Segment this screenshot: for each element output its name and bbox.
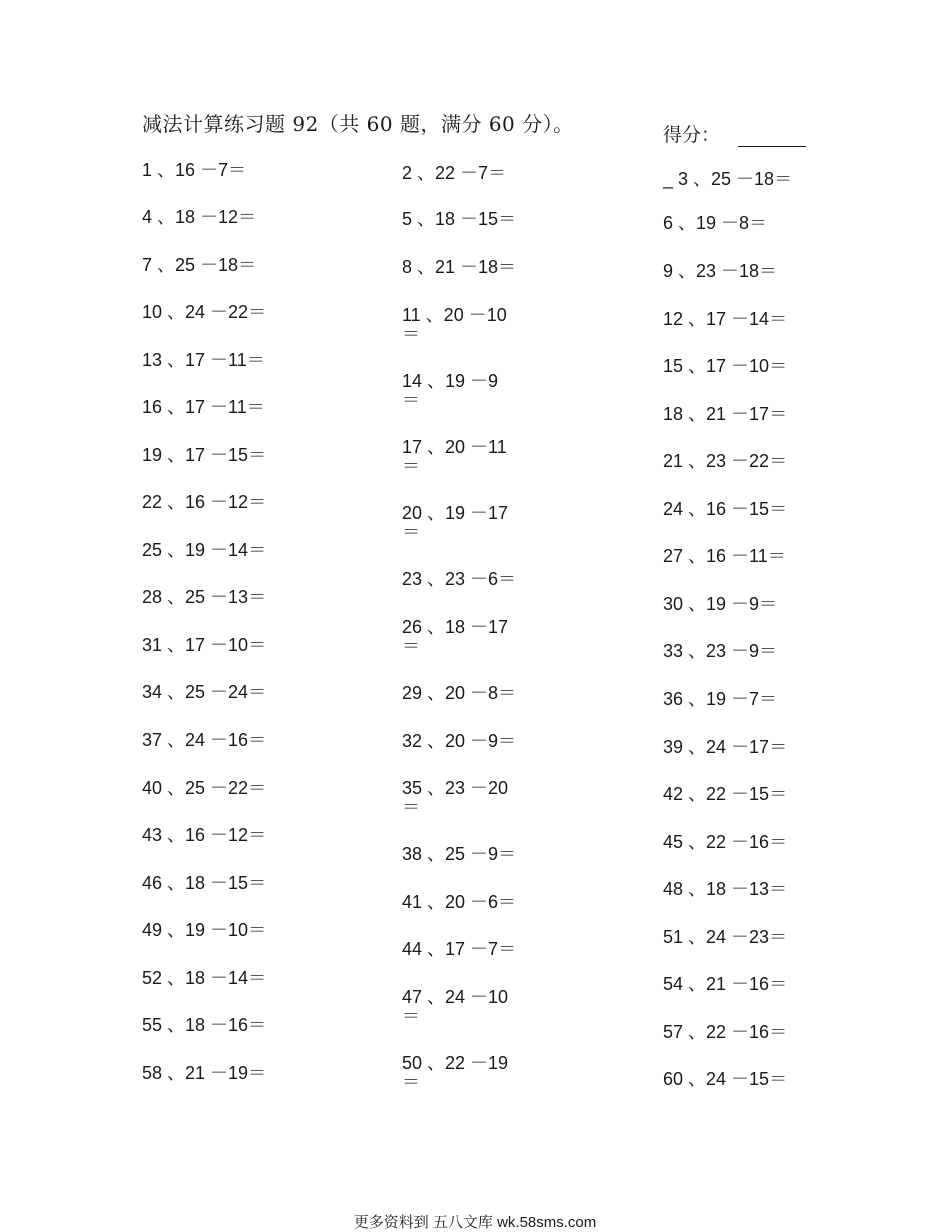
problem-item xyxy=(663,1070,787,1088)
problem-text: 45 、22 －16＝ xyxy=(663,832,788,852)
problem-text: 36 、19 －7＝ xyxy=(663,689,778,709)
problem-item xyxy=(142,636,266,654)
problem-item xyxy=(663,547,786,565)
problem-item xyxy=(142,351,265,369)
problem-text: 25 、19 －14＝ xyxy=(142,540,267,560)
problem-text: 17 、20 －11 xyxy=(402,437,507,457)
problem-text: 40 、25 －22＝ xyxy=(142,778,267,798)
problem-text: 26 、18 －17 xyxy=(402,617,509,637)
problem-item xyxy=(663,928,787,946)
problem-text: 8 、21 －18＝ xyxy=(402,257,517,277)
problem-item xyxy=(663,500,787,518)
problem-item xyxy=(663,357,787,375)
score-label: 得分： xyxy=(663,124,721,146)
problem-item xyxy=(142,398,265,416)
problem-item xyxy=(663,690,777,708)
problem-equals-wrapped: ＝ xyxy=(402,636,420,656)
problem-text: 18 、21 －17＝ xyxy=(663,404,788,424)
problem-text: 46 、18 －15＝ xyxy=(142,873,267,893)
problem-text: 28 、25 －13＝ xyxy=(142,587,267,607)
problem-text: 31 、17 －10＝ xyxy=(142,635,267,655)
problem-text: 55 、18 －16＝ xyxy=(142,1015,267,1035)
problem-item xyxy=(402,732,516,750)
problem-item xyxy=(663,738,787,756)
problem-text: 9 、23 －18＝ xyxy=(663,261,778,281)
problem-item xyxy=(663,405,787,423)
problem-item xyxy=(663,310,787,328)
problem-item xyxy=(142,493,266,511)
problem-text: 27 、16 －11＝ xyxy=(663,546,786,566)
problem-item xyxy=(142,826,266,844)
problem-text: 47 、24 －10 xyxy=(402,987,509,1007)
problem-text: 23 、23 －6＝ xyxy=(402,569,517,589)
problem-text: 6 、19 －8＝ xyxy=(663,213,768,233)
problem-text: 51 、24 －23＝ xyxy=(663,927,788,947)
problem-item xyxy=(663,452,787,470)
problem-equals-wrapped: ＝ xyxy=(402,522,420,542)
problem-text: 2 、22 －7＝ xyxy=(402,163,507,183)
problem-text: 41 、20 －6＝ xyxy=(402,892,517,912)
problem-text: 35 、23 －20 xyxy=(402,778,509,798)
problem-item xyxy=(142,541,266,559)
problem-item xyxy=(663,642,777,660)
problem-item xyxy=(142,161,246,179)
problem-item xyxy=(142,208,256,226)
problem-equals-wrapped: ＝ xyxy=(402,324,420,344)
problem-text: 58 、21 －19＝ xyxy=(142,1063,267,1083)
problem-text: 15 、17 －10＝ xyxy=(663,356,788,376)
problem-item xyxy=(402,893,516,911)
problem-text: _ 3 、25 －18＝ xyxy=(663,169,793,189)
problem-item xyxy=(402,504,508,541)
problem-item xyxy=(663,170,792,188)
problem-item xyxy=(402,372,498,409)
problem-item xyxy=(142,446,266,464)
problem-item xyxy=(663,975,787,993)
problem-item xyxy=(663,785,787,803)
problem-item xyxy=(663,214,767,232)
problem-text: 54 、21 －16＝ xyxy=(663,974,788,994)
problem-item xyxy=(402,940,516,958)
problem-text: 37 、24 －16＝ xyxy=(142,730,267,750)
problem-text: 11 、20 －10 xyxy=(402,305,507,325)
problem-item xyxy=(402,684,516,702)
footer-watermark: 更多资料到 五八文库 wk.58sms.com xyxy=(353,1214,597,1231)
problem-text: 49 、19 －10＝ xyxy=(142,920,267,940)
problem-item xyxy=(402,258,516,276)
problem-text: 1 、16 －7＝ xyxy=(142,160,247,180)
problem-text: 50 、22 －19 xyxy=(402,1053,509,1073)
problem-item xyxy=(142,1016,266,1034)
problem-text: 30 、19 －9＝ xyxy=(663,594,778,614)
problem-text: 4 、18 －12＝ xyxy=(142,207,257,227)
problem-text: 52 、18 －14＝ xyxy=(142,968,267,988)
problem-equals-wrapped: ＝ xyxy=(402,1072,420,1092)
problem-item xyxy=(402,438,507,475)
problem-item xyxy=(402,210,516,228)
problem-item xyxy=(402,164,506,182)
problem-item xyxy=(663,880,787,898)
problem-text: 10 、24 －22＝ xyxy=(142,302,267,322)
problem-text: 20 、19 －17 xyxy=(402,503,509,523)
problem-item xyxy=(142,969,266,987)
score-blank-line xyxy=(738,126,806,147)
problem-text: 34 、25 －24＝ xyxy=(142,682,267,702)
problem-text: 60 、24 －15＝ xyxy=(663,1069,788,1089)
score-field xyxy=(663,120,806,147)
problem-text: 33 、23 －9＝ xyxy=(663,641,778,661)
problem-text: 38 、25 －9＝ xyxy=(402,844,517,864)
problem-item xyxy=(142,303,266,321)
problem-equals-wrapped: ＝ xyxy=(402,456,420,476)
problem-text: 48 、18 －13＝ xyxy=(663,879,788,899)
problem-item xyxy=(402,306,507,343)
problem-item xyxy=(142,874,266,892)
problem-item xyxy=(402,988,508,1025)
problem-item xyxy=(402,1054,508,1091)
problem-text: 22 、16 －12＝ xyxy=(142,492,267,512)
problem-text: 16 、17 －11＝ xyxy=(142,397,265,417)
problem-text: 57 、22 －16＝ xyxy=(663,1022,788,1042)
problem-item xyxy=(663,262,777,280)
problem-item xyxy=(402,618,508,655)
problem-text: 44 、17 －7＝ xyxy=(402,939,517,959)
problem-text: 29 、20 －8＝ xyxy=(402,683,517,703)
problem-text: 19 、17 －15＝ xyxy=(142,445,267,465)
problem-text: 7 、25 －18＝ xyxy=(142,255,257,275)
problem-text: 14 、19 －9 xyxy=(402,371,499,391)
problem-item xyxy=(142,1064,266,1082)
problem-text: 32 、20 －9＝ xyxy=(402,731,517,751)
problem-item xyxy=(663,833,787,851)
problem-text: 21 、23 －22＝ xyxy=(663,451,788,471)
problem-text: 5 、18 －15＝ xyxy=(402,209,517,229)
problem-equals-wrapped: ＝ xyxy=(402,390,420,410)
problem-item xyxy=(402,570,516,588)
problem-item xyxy=(142,731,266,749)
problem-equals-wrapped: ＝ xyxy=(402,797,420,817)
problem-item xyxy=(663,1023,787,1041)
problem-item xyxy=(142,588,266,606)
problem-text: 43 、16 －12＝ xyxy=(142,825,267,845)
problem-text: 24 、16 －15＝ xyxy=(663,499,788,519)
problem-item xyxy=(402,779,508,816)
problem-text: 13 、17 －11＝ xyxy=(142,350,265,370)
problem-item xyxy=(142,683,266,701)
problem-item xyxy=(142,921,266,939)
problem-equals-wrapped: ＝ xyxy=(402,1006,420,1026)
problem-text: 39 、24 －17＝ xyxy=(663,737,788,757)
problem-text: 12 、17 －14＝ xyxy=(663,309,788,329)
problem-item xyxy=(402,845,516,863)
worksheet-title: 减法计算练习题 92（共 60 题，满分 60 分）。 xyxy=(142,112,574,136)
problem-item xyxy=(142,256,256,274)
problem-item xyxy=(142,779,266,797)
problem-item xyxy=(663,595,777,613)
problem-text: 42 、22 －15＝ xyxy=(663,784,788,804)
